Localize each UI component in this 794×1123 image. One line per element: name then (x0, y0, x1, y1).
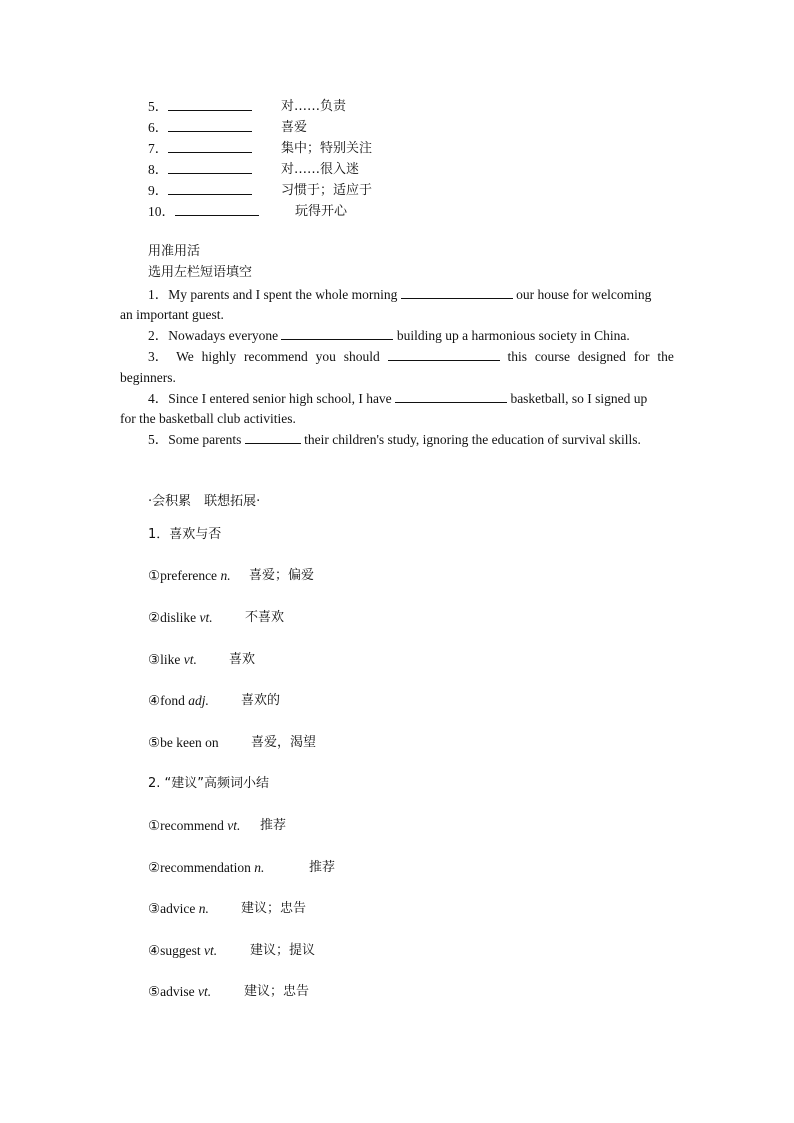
question-2: 2．Nowadays everyone building up a harmonious society in China. (148, 328, 630, 343)
phrase-item-10: 10． (148, 203, 259, 221)
answer-blank (395, 390, 507, 403)
vocab-meaning: 推荐 (260, 818, 287, 833)
vocab-meaning: 建议；提议 (250, 943, 316, 958)
vocab-meaning: 喜欢 (229, 652, 256, 667)
phrase-meaning: 喜爱 (281, 120, 308, 135)
question-5: 5．Some parents their children's study, ignoring the education of survival skills. (148, 432, 641, 447)
vocab-meaning: 建议；忠告 (244, 984, 310, 999)
phrase-meaning: 对……负责 (281, 99, 347, 114)
vocab-item: ①recommend vt. (148, 818, 241, 833)
vocab-item: ④suggest vt. (148, 943, 218, 958)
answer-blank (168, 98, 252, 111)
vocab-item: ⑤advise vt. (148, 984, 212, 999)
phrase-meaning: 习惯于；适应于 (281, 183, 373, 198)
group-title-like: 1．喜欢与否 (148, 527, 222, 542)
question-4: 4．Since I entered senior high school, I have basketball, so I signed up (148, 391, 648, 406)
section-heading-accumulate: ·会积累 联想拓展· (148, 494, 261, 509)
phrase-item-6: 6． (148, 119, 252, 137)
phrase-meaning: 对……很入迷 (281, 162, 360, 177)
phrase-item-9: 9． (148, 182, 252, 200)
answer-blank (401, 286, 513, 299)
answer-blank (281, 327, 393, 340)
vocab-item: ④fond adj. (148, 693, 209, 708)
answer-blank (168, 140, 252, 153)
phrase-meaning: 集中；特别关注 (281, 141, 373, 156)
vocab-meaning: 不喜欢 (245, 610, 285, 625)
question-1: 1．My parents and I spent the whole morning our house for welcoming (148, 287, 652, 302)
phrase-meaning: 玩得开心 (295, 204, 348, 219)
question-1-continued: an important guest. (120, 307, 224, 322)
phrase-item-8: 8． (148, 161, 252, 179)
question-3: 3． We highly recommend you should this course designed for the (148, 349, 674, 364)
usage-instruction: 选用左栏短语填空 (148, 265, 253, 280)
vocab-meaning: 推荐 (309, 860, 336, 875)
vocab-item: ②recommendation n. (148, 860, 265, 875)
vocab-meaning: 喜爱，渴望 (251, 735, 317, 750)
vocab-item: ③like vt. (148, 652, 197, 667)
vocab-item: ③advice n. (148, 901, 209, 916)
vocab-item: ②dislike vt. (148, 610, 213, 625)
answer-blank (168, 182, 252, 195)
vocab-item: ①preference n. (148, 568, 231, 583)
section-heading-usage: 用准用活 (148, 244, 201, 259)
answer-blank (388, 348, 500, 361)
vocab-item: ⑤be keen on (148, 735, 219, 750)
question-4-continued: for the basketball club activities. (120, 411, 296, 426)
answer-blank (175, 203, 259, 216)
phrase-item-5: 5． (148, 98, 252, 116)
vocab-meaning: 喜欢的 (241, 693, 281, 708)
vocab-meaning: 建议；忠告 (241, 901, 307, 916)
answer-blank (168, 119, 252, 132)
answer-blank (168, 161, 252, 174)
phrase-item-7: 7． (148, 140, 252, 158)
vocab-meaning: 喜爱；偏爱 (249, 568, 315, 583)
answer-blank (245, 431, 301, 444)
group-title-suggest: 2. “建议”高频词小结 (148, 776, 270, 791)
question-3-continued: beginners. (120, 370, 176, 385)
